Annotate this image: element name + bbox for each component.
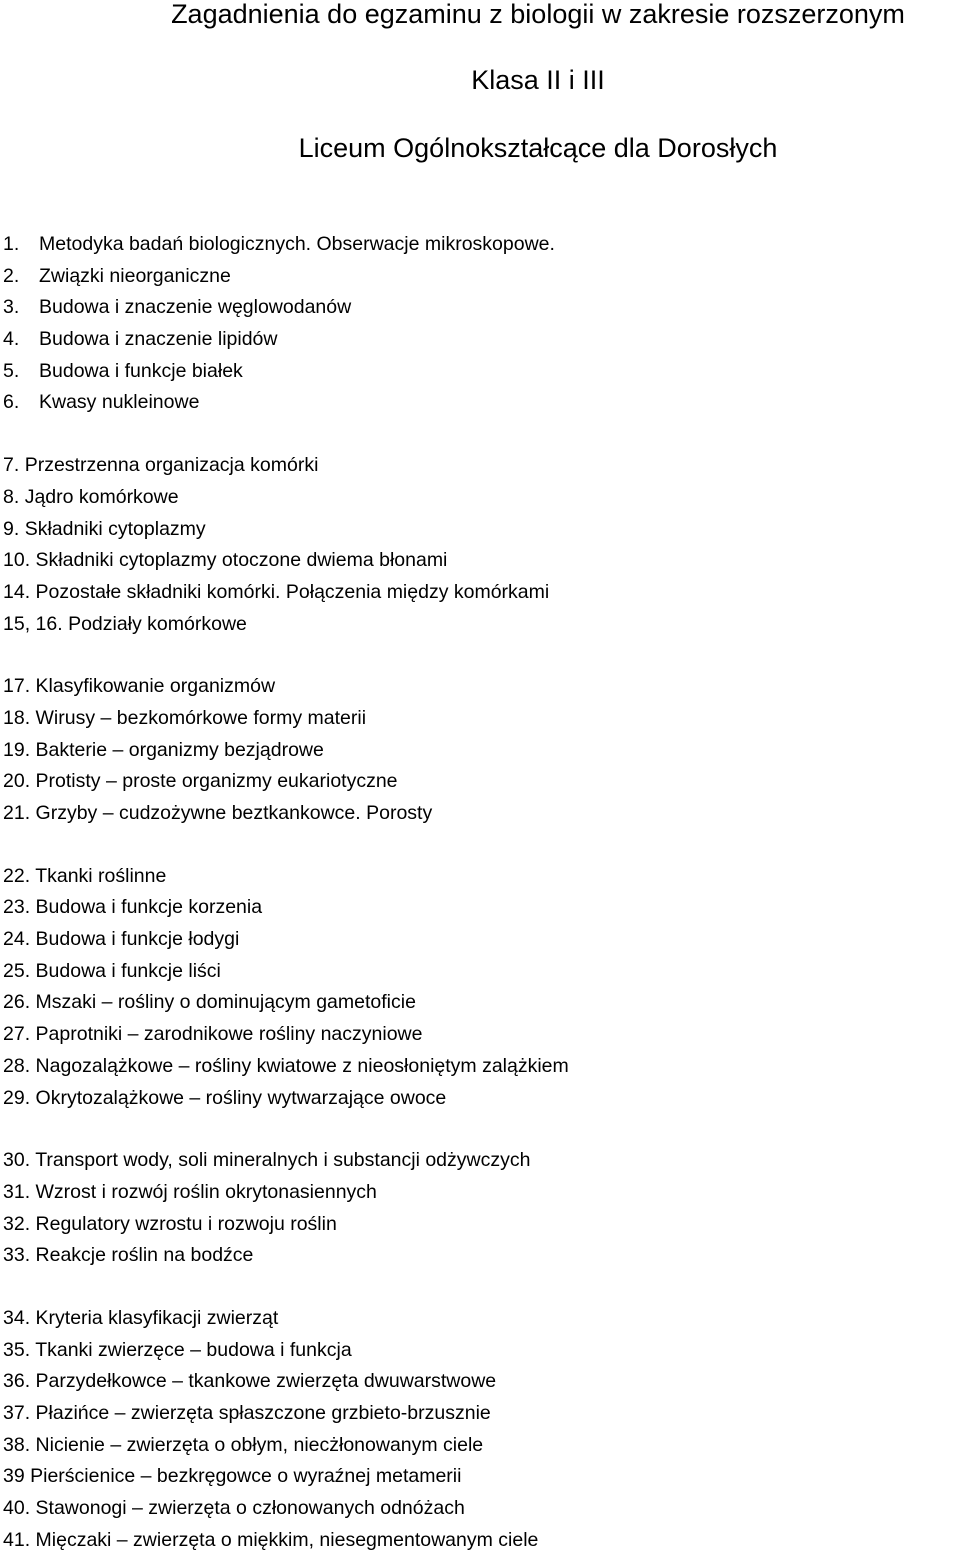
item-text: Stawonogi – zwierzęta o członowanych odnóżach <box>35 1497 465 1520</box>
item-text: Protisty – proste organizmy eukariotyczne <box>35 770 398 793</box>
item-text: Wirusy – bezkomórkowe formy materii <box>35 706 367 729</box>
item-text: Przestrzenna organizacja komórki <box>24 454 319 477</box>
item-text: Tkanki zwierzęce – budowa i funkcja <box>35 1338 352 1361</box>
item-number: 19. <box>3 738 31 761</box>
list-item <box>3 577 943 609</box>
list-item <box>3 1398 943 1430</box>
item-number: 15, 16. <box>3 612 63 635</box>
list-item <box>3 892 943 924</box>
item-number: 27. <box>3 1023 31 1046</box>
item-text: Budowa i funkcje łodygi <box>35 928 240 951</box>
list-item <box>3 861 943 893</box>
list-item <box>3 545 943 577</box>
item-text: Budowa i funkcje korzenia <box>35 896 263 919</box>
list-item <box>3 671 943 703</box>
item-text: Wzrost i rozwój roślin okrytonasiennych <box>35 1180 377 1203</box>
item-number: 10. <box>3 549 31 572</box>
item-number: 31. <box>3 1180 31 1203</box>
item-text: Mszaki – rośliny o dominującym gametoficie <box>35 991 416 1014</box>
list-item <box>3 609 943 641</box>
topic-group <box>3 229 943 419</box>
list-item <box>3 703 943 735</box>
item-text: Budowa i funkcje białek <box>39 359 243 382</box>
item-number: 5. <box>3 359 20 382</box>
item-number: 34. <box>3 1306 31 1329</box>
item-text: Reakcje roślin na bodźce <box>35 1244 254 1267</box>
topic-group <box>3 450 943 640</box>
item-text: Pozostałe składniki komórki. Połączenia między komórkami <box>35 580 550 603</box>
topic-list <box>3 229 943 1556</box>
item-number: 17. <box>3 675 31 698</box>
list-item <box>3 1145 943 1177</box>
item-number: 8. <box>3 485 20 508</box>
topic-group <box>3 1145 943 1272</box>
item-text: Jądro komórkowe <box>24 485 179 508</box>
item-number: 22. <box>3 864 31 887</box>
list-item <box>3 356 943 388</box>
list-item <box>3 1525 943 1556</box>
class-subtitle: Klasa II i III <box>471 65 605 95</box>
item-text: Grzyby – cudzożywne beztkankowce. Porosty <box>35 802 433 824</box>
item-text: Klasyfikowanie organizmów <box>35 675 276 698</box>
item-number: 23. <box>3 896 31 919</box>
item-number: 37. <box>3 1402 31 1424</box>
item-number: 7. <box>3 454 20 477</box>
item-text: Budowa i znaczenie węglowodanów <box>39 296 352 319</box>
item-text: Okrytozalążkowe – rośliny wytwarzające owoce <box>35 1086 447 1109</box>
item-text: Tkanki roślinne <box>35 864 167 887</box>
item-number: 29. <box>3 1086 31 1109</box>
list-item <box>3 1335 943 1367</box>
item-number: 2. <box>3 264 20 287</box>
item-text: Płazińce – zwierzęta spłaszczone grzbieto-brzusznie <box>35 1402 491 1424</box>
item-number: 35. <box>3 1338 31 1361</box>
item-number: 14. <box>3 580 31 603</box>
list-item <box>3 387 943 419</box>
item-number: 26. <box>3 991 31 1014</box>
item-number: 41. <box>3 1528 31 1551</box>
list-item <box>3 735 943 767</box>
list-item <box>3 450 943 482</box>
item-text: Podziały komórkowe <box>68 612 247 635</box>
item-text: Budowa i funkcje liści <box>35 959 221 982</box>
item-number: 4. <box>3 328 20 351</box>
list-item <box>3 924 943 956</box>
list-item <box>3 324 943 356</box>
item-text: Mięczaki – zwierzęta o miękkim, niesegmentowanym ciele <box>35 1528 539 1551</box>
list-item <box>3 1366 943 1398</box>
list-item <box>3 482 943 514</box>
item-number: 9. <box>3 517 20 540</box>
item-text: Kwasy nukleinowe <box>39 391 200 414</box>
list-item <box>3 1430 943 1462</box>
list-item <box>3 1303 943 1335</box>
item-number: 21. <box>3 802 31 824</box>
item-text: Nagozalążkowe – rośliny kwiatowe z nieosłoniętym zalążkiem <box>35 1054 569 1077</box>
document-title: Zagadnienia do egzaminu z biologii w zakresie rozszerzonym <box>171 0 905 29</box>
item-text: Składniki cytoplazmy <box>24 517 206 540</box>
school-name: Liceum Ogólnokształcące dla Dorosłych <box>298 133 778 163</box>
list-item <box>3 261 943 293</box>
item-text: Parzydełkowce – tkankowe zwierzęta dwuwarstwowe <box>35 1370 497 1393</box>
item-number: 32. <box>3 1212 31 1235</box>
list-item <box>3 766 943 798</box>
item-number: 40. <box>3 1497 31 1520</box>
item-text: Budowa i znaczenie lipidów <box>39 328 278 351</box>
item-number: 1. <box>3 233 20 255</box>
topic-group <box>3 671 943 829</box>
item-text: Transport wody, soli mineralnych i substancji odżywczych <box>35 1149 531 1172</box>
item-number: 36. <box>3 1370 31 1393</box>
topic-group <box>3 861 943 1115</box>
item-number: 18. <box>3 706 31 729</box>
list-item <box>3 1051 943 1083</box>
list-item <box>3 1493 943 1525</box>
item-text: Związki nieorganiczne <box>39 264 231 287</box>
item-text: Pierścienice – bezkręgowce o wyraźnej metamerii <box>30 1465 462 1488</box>
item-text: Bakterie – organizmy bezjądrowe <box>35 738 324 761</box>
item-number: 30. <box>3 1149 31 1172</box>
item-number: 24. <box>3 928 31 951</box>
list-item <box>3 1177 943 1209</box>
list-item <box>3 292 943 324</box>
topic-group <box>3 1303 943 1556</box>
list-item <box>3 798 943 830</box>
item-number: 20. <box>3 770 31 793</box>
item-number: 3. <box>3 296 20 319</box>
item-text: Metodyka badań biologicznych. Obserwacje mikroskopowe. <box>39 233 555 255</box>
item-text: Regulatory wzrostu i rozwoju roślin <box>35 1212 337 1235</box>
list-item <box>3 987 943 1019</box>
list-item <box>3 229 943 261</box>
item-number: 28. <box>3 1054 31 1077</box>
item-text: Kryteria klasyfikacji zwierząt <box>35 1306 279 1329</box>
list-item <box>3 514 943 546</box>
list-item <box>3 1209 943 1241</box>
item-number: 39 <box>3 1465 25 1488</box>
item-text: Paprotniki – zarodnikowe rośliny naczyniowe <box>35 1023 423 1046</box>
item-number: 25. <box>3 959 31 982</box>
list-item <box>3 956 943 988</box>
list-item <box>3 1461 943 1493</box>
list-item <box>3 1240 943 1272</box>
item-number: 33. <box>3 1244 31 1267</box>
item-text: Składniki cytoplazmy otoczone dwiema błonami <box>35 549 448 572</box>
item-text: Nicienie – zwierzęta o obłym, niecżłonowanym ciele <box>35 1433 484 1456</box>
item-number: 38. <box>3 1433 31 1456</box>
item-number: 6. <box>3 391 20 414</box>
list-item <box>3 1019 943 1051</box>
list-item <box>3 1083 943 1115</box>
